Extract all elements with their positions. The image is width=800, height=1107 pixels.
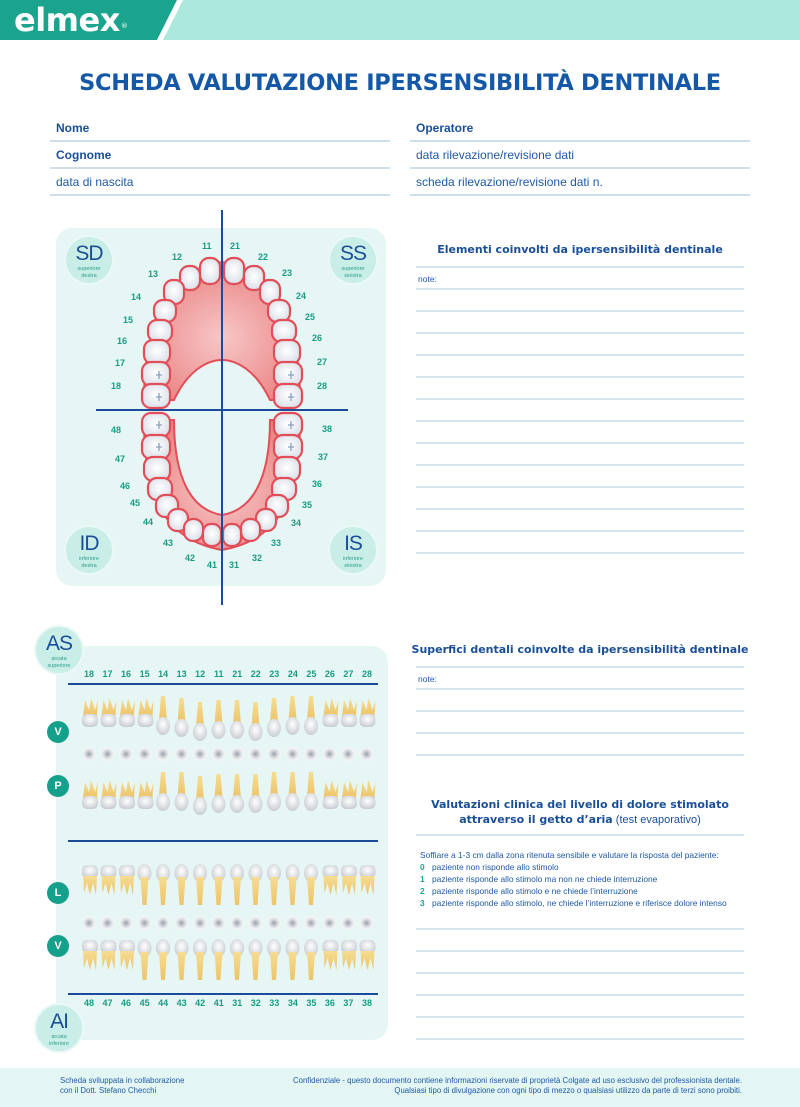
tooth-number: 45 bbox=[130, 498, 141, 508]
tooth-number: 23 bbox=[282, 268, 293, 278]
tooth-number: 41 bbox=[207, 560, 218, 570]
tooth-number: 21 bbox=[230, 241, 241, 251]
tooth-illustrations bbox=[80, 690, 380, 990]
tooth-number: 31 bbox=[229, 560, 240, 570]
tooth-number: 33 bbox=[271, 538, 282, 548]
upper-arch-line bbox=[68, 683, 378, 685]
evaluation-instructions: Soffiare a 1-3 cm dalla zona ritenuta sensibile e valutare la risposta del paziente: 0 paziente non risponde allo stimolo 1 paziente risponde allo stimolo ma non ne chiede interruzione 2 paziente risponde allo stimolo e ne chiede l’interruzione 3 paziente risponde allo stimolo, ne chiede l’interruzione e riferisce dolore intenso bbox=[420, 849, 750, 909]
row-label-upper-palatal: P bbox=[47, 775, 69, 797]
pain-scale-item: 3 paziente risponde allo stimolo, ne chiede l’interruzione e riferisce dolore intenso bbox=[420, 898, 727, 908]
tooth-number: 37 bbox=[318, 452, 329, 462]
row-label-lower-lingual: L bbox=[47, 882, 69, 904]
tooth-number: 42 bbox=[185, 553, 196, 563]
tooth-number: 17 bbox=[115, 358, 126, 368]
quadrant-badge-is: IS inferiore sinistra bbox=[330, 527, 376, 573]
pain-scale-item: 2 paziente risponde allo stimolo e ne chiede l’interruzione bbox=[420, 886, 638, 896]
tooth-number: 18 bbox=[111, 381, 122, 391]
brand-logo: elmex® bbox=[14, 1, 128, 39]
row-label-upper-vestibular: V bbox=[47, 721, 69, 743]
tooth-number: 25 bbox=[305, 312, 316, 322]
pain-scale-item: 1 paziente risponde allo stimolo ma non ne chiede interruzione bbox=[420, 874, 658, 884]
evaluation-section-title: Valutazioni clinica del livello di dolore stimolato attraverso il getto d’aria (test evaporativo) bbox=[431, 798, 729, 826]
tooth-number: 36 bbox=[312, 479, 323, 489]
operator-field[interactable]: Operatore bbox=[410, 115, 750, 142]
quadrant-badge-id: ID inferiore destra bbox=[66, 527, 112, 573]
tooth-number: 12 bbox=[172, 252, 183, 262]
tooth-number: 28 bbox=[317, 381, 328, 391]
tooth-number: 34 bbox=[291, 518, 302, 528]
elements-section-title: Elementi coinvolti da ipersensibilità dentinale bbox=[437, 243, 723, 256]
surfaces-notes[interactable] bbox=[416, 666, 744, 756]
evaluation-notes[interactable] bbox=[416, 908, 744, 1040]
tooth-number: 46 bbox=[120, 481, 131, 491]
upper-tooth-numbers: 18 17 16 15 14 13 12 11 21 22 23 24 25 26 27 28 bbox=[83, 669, 372, 679]
tooth-number: 26 bbox=[312, 333, 323, 343]
tooth-number: 35 bbox=[302, 500, 313, 510]
lower-arch-badge: AI arcata inferiore bbox=[36, 1005, 82, 1051]
quadrant-badge-ss: SS superiore sinistra bbox=[330, 237, 376, 283]
survey-date-field[interactable]: data rilevazione/revisione dati bbox=[410, 142, 750, 169]
tooth-number: 15 bbox=[123, 315, 134, 325]
tooth-number: 16 bbox=[117, 336, 128, 346]
name-field[interactable]: Nome bbox=[50, 115, 390, 142]
tooth-number: 38 bbox=[322, 424, 333, 434]
lower-tooth-numbers: 48 47 46 45 44 43 42 41 31 32 33 34 35 36 37 38 bbox=[83, 998, 372, 1008]
row-label-lower-vestibular: V bbox=[47, 935, 69, 957]
surname-field[interactable]: Cognome bbox=[50, 142, 390, 169]
upper-arch-badge: AS arcata superiore bbox=[36, 627, 82, 673]
tooth-number: 14 bbox=[131, 292, 142, 302]
note-label: note: bbox=[418, 274, 437, 284]
quadrant-badge-sd: SD superiore destra bbox=[66, 237, 112, 283]
footer-confidentiality: Confidenziale - questo documento contiene informazioni riservate di proprietà Colgate ad uso esclusivo del professionista dentale. Qualsiasi tipo di divulgazione con ogni tipo di mezzo o qualsiasi utilizzo da parte di terzi sono proibiti. bbox=[292, 1076, 742, 1095]
elements-notes[interactable] bbox=[416, 266, 744, 554]
surfaces-section-title: Superfici dentali coinvolte da ipersensibilità dentinale bbox=[411, 643, 749, 656]
tooth-number: 24 bbox=[296, 291, 307, 301]
birthdate-field[interactable]: data di nascita bbox=[50, 169, 390, 196]
lower-arch-line bbox=[68, 993, 378, 995]
tooth-number: 44 bbox=[143, 517, 154, 527]
evaluation-divider bbox=[416, 834, 744, 836]
tooth-number: 32 bbox=[252, 553, 263, 563]
pain-scale-item: 0 paziente non risponde allo stimolo bbox=[420, 862, 559, 872]
tooth-number: 11 bbox=[202, 241, 212, 251]
patient-fields-left bbox=[50, 115, 390, 196]
tooth-number: 13 bbox=[148, 269, 159, 279]
tooth-number: 27 bbox=[317, 357, 328, 367]
tooth-number: 48 bbox=[111, 425, 122, 435]
tooth-number: 43 bbox=[163, 538, 174, 548]
tooth-number: 47 bbox=[115, 454, 126, 464]
footer-credits: Scheda sviluppata in collaborazione con il Dott. Stefano Checchi bbox=[60, 1076, 185, 1095]
note-label: note: bbox=[418, 674, 437, 684]
sheet-number-field[interactable]: scheda rilevazione/revisione dati n. bbox=[410, 169, 750, 196]
tooth-number: 22 bbox=[258, 252, 269, 262]
page-title: SCHEDA VALUTAZIONE IPERSENSIBILITÀ DENTINALE bbox=[79, 70, 721, 96]
patient-fields-right bbox=[410, 115, 750, 196]
